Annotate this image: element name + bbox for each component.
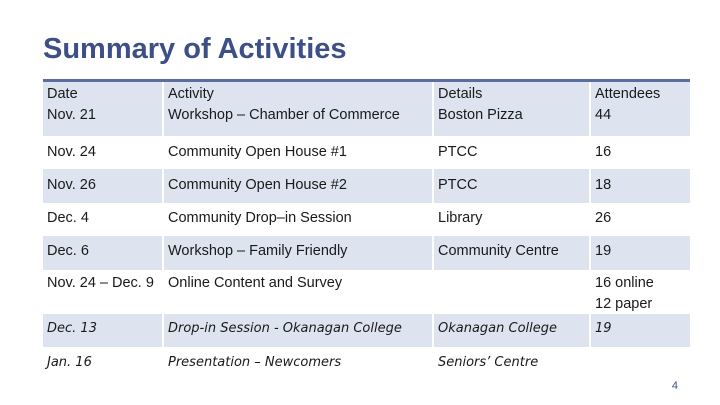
row-date: Jan. 16: [43, 347, 164, 377]
row-attendees-online: 16 online: [595, 275, 654, 291]
slide-title: Summary of Activities: [43, 33, 347, 65]
row-details: PTCC: [434, 136, 591, 169]
row-details: Boston Pizza: [438, 107, 523, 123]
row-attendees: 19: [591, 236, 690, 270]
row-details: [434, 270, 591, 314]
row-activity: Online Content and Survey: [164, 270, 434, 314]
row-attendees: 18: [591, 169, 690, 203]
row-date: Nov. 24: [43, 136, 164, 169]
table-row-header: [43, 82, 690, 136]
row-date: Dec. 6: [43, 236, 164, 270]
row-attendees: 16: [595, 144, 612, 160]
header-details: Details: [438, 86, 483, 102]
header-attendees: Attendees: [595, 86, 661, 102]
row-date: Nov. 24 – Dec. 9: [43, 270, 164, 314]
table-row: [43, 136, 690, 169]
row-date: Dec. 13: [43, 314, 164, 347]
row-details: Seniors’ Centre: [434, 347, 591, 377]
table-row: [43, 203, 690, 236]
page-number: 4: [671, 380, 678, 392]
header-activity: Activity: [168, 86, 214, 102]
row-activity: Presentation – Newcomers: [164, 347, 434, 377]
row-activity: Community Open House #2: [164, 169, 434, 203]
table-row: [43, 270, 690, 314]
row-activity: Workshop – Chamber of Commerce: [168, 107, 400, 123]
row-activity: Community Open House #1: [164, 136, 434, 169]
row-activity: Workshop – Family Friendly: [164, 236, 434, 270]
row-date: Nov. 21: [47, 107, 96, 123]
row-attendees-paper: 12 paper: [595, 296, 653, 312]
row-activity: Community Drop–in Session: [164, 203, 434, 236]
table-row: [43, 347, 690, 377]
row-attendees: 19: [591, 314, 690, 347]
table-row: [43, 236, 690, 270]
activities-table: [43, 82, 690, 377]
header-details-cell: [434, 82, 591, 136]
row-activity: Drop-in Session - Okanagan College: [164, 314, 434, 347]
row-details: Okanagan College: [434, 314, 591, 347]
row-date: Dec. 4: [43, 203, 164, 236]
row-attendees: 44: [595, 107, 612, 123]
row-attendees-cell: [591, 270, 690, 314]
row-date: Nov. 26: [43, 169, 164, 203]
header-date: Date: [47, 86, 78, 102]
table-row: [43, 169, 690, 203]
header-activity-cell: [164, 82, 434, 136]
row-details: Library: [434, 203, 591, 236]
row-details: PTCC: [434, 169, 591, 203]
row-attendees: 26: [595, 210, 612, 226]
header-attendees-cell: [591, 82, 690, 136]
header-date-cell: [43, 82, 164, 136]
row-details: Community Centre: [434, 236, 591, 270]
table-row: [43, 314, 690, 347]
row-attendees: [591, 347, 690, 377]
